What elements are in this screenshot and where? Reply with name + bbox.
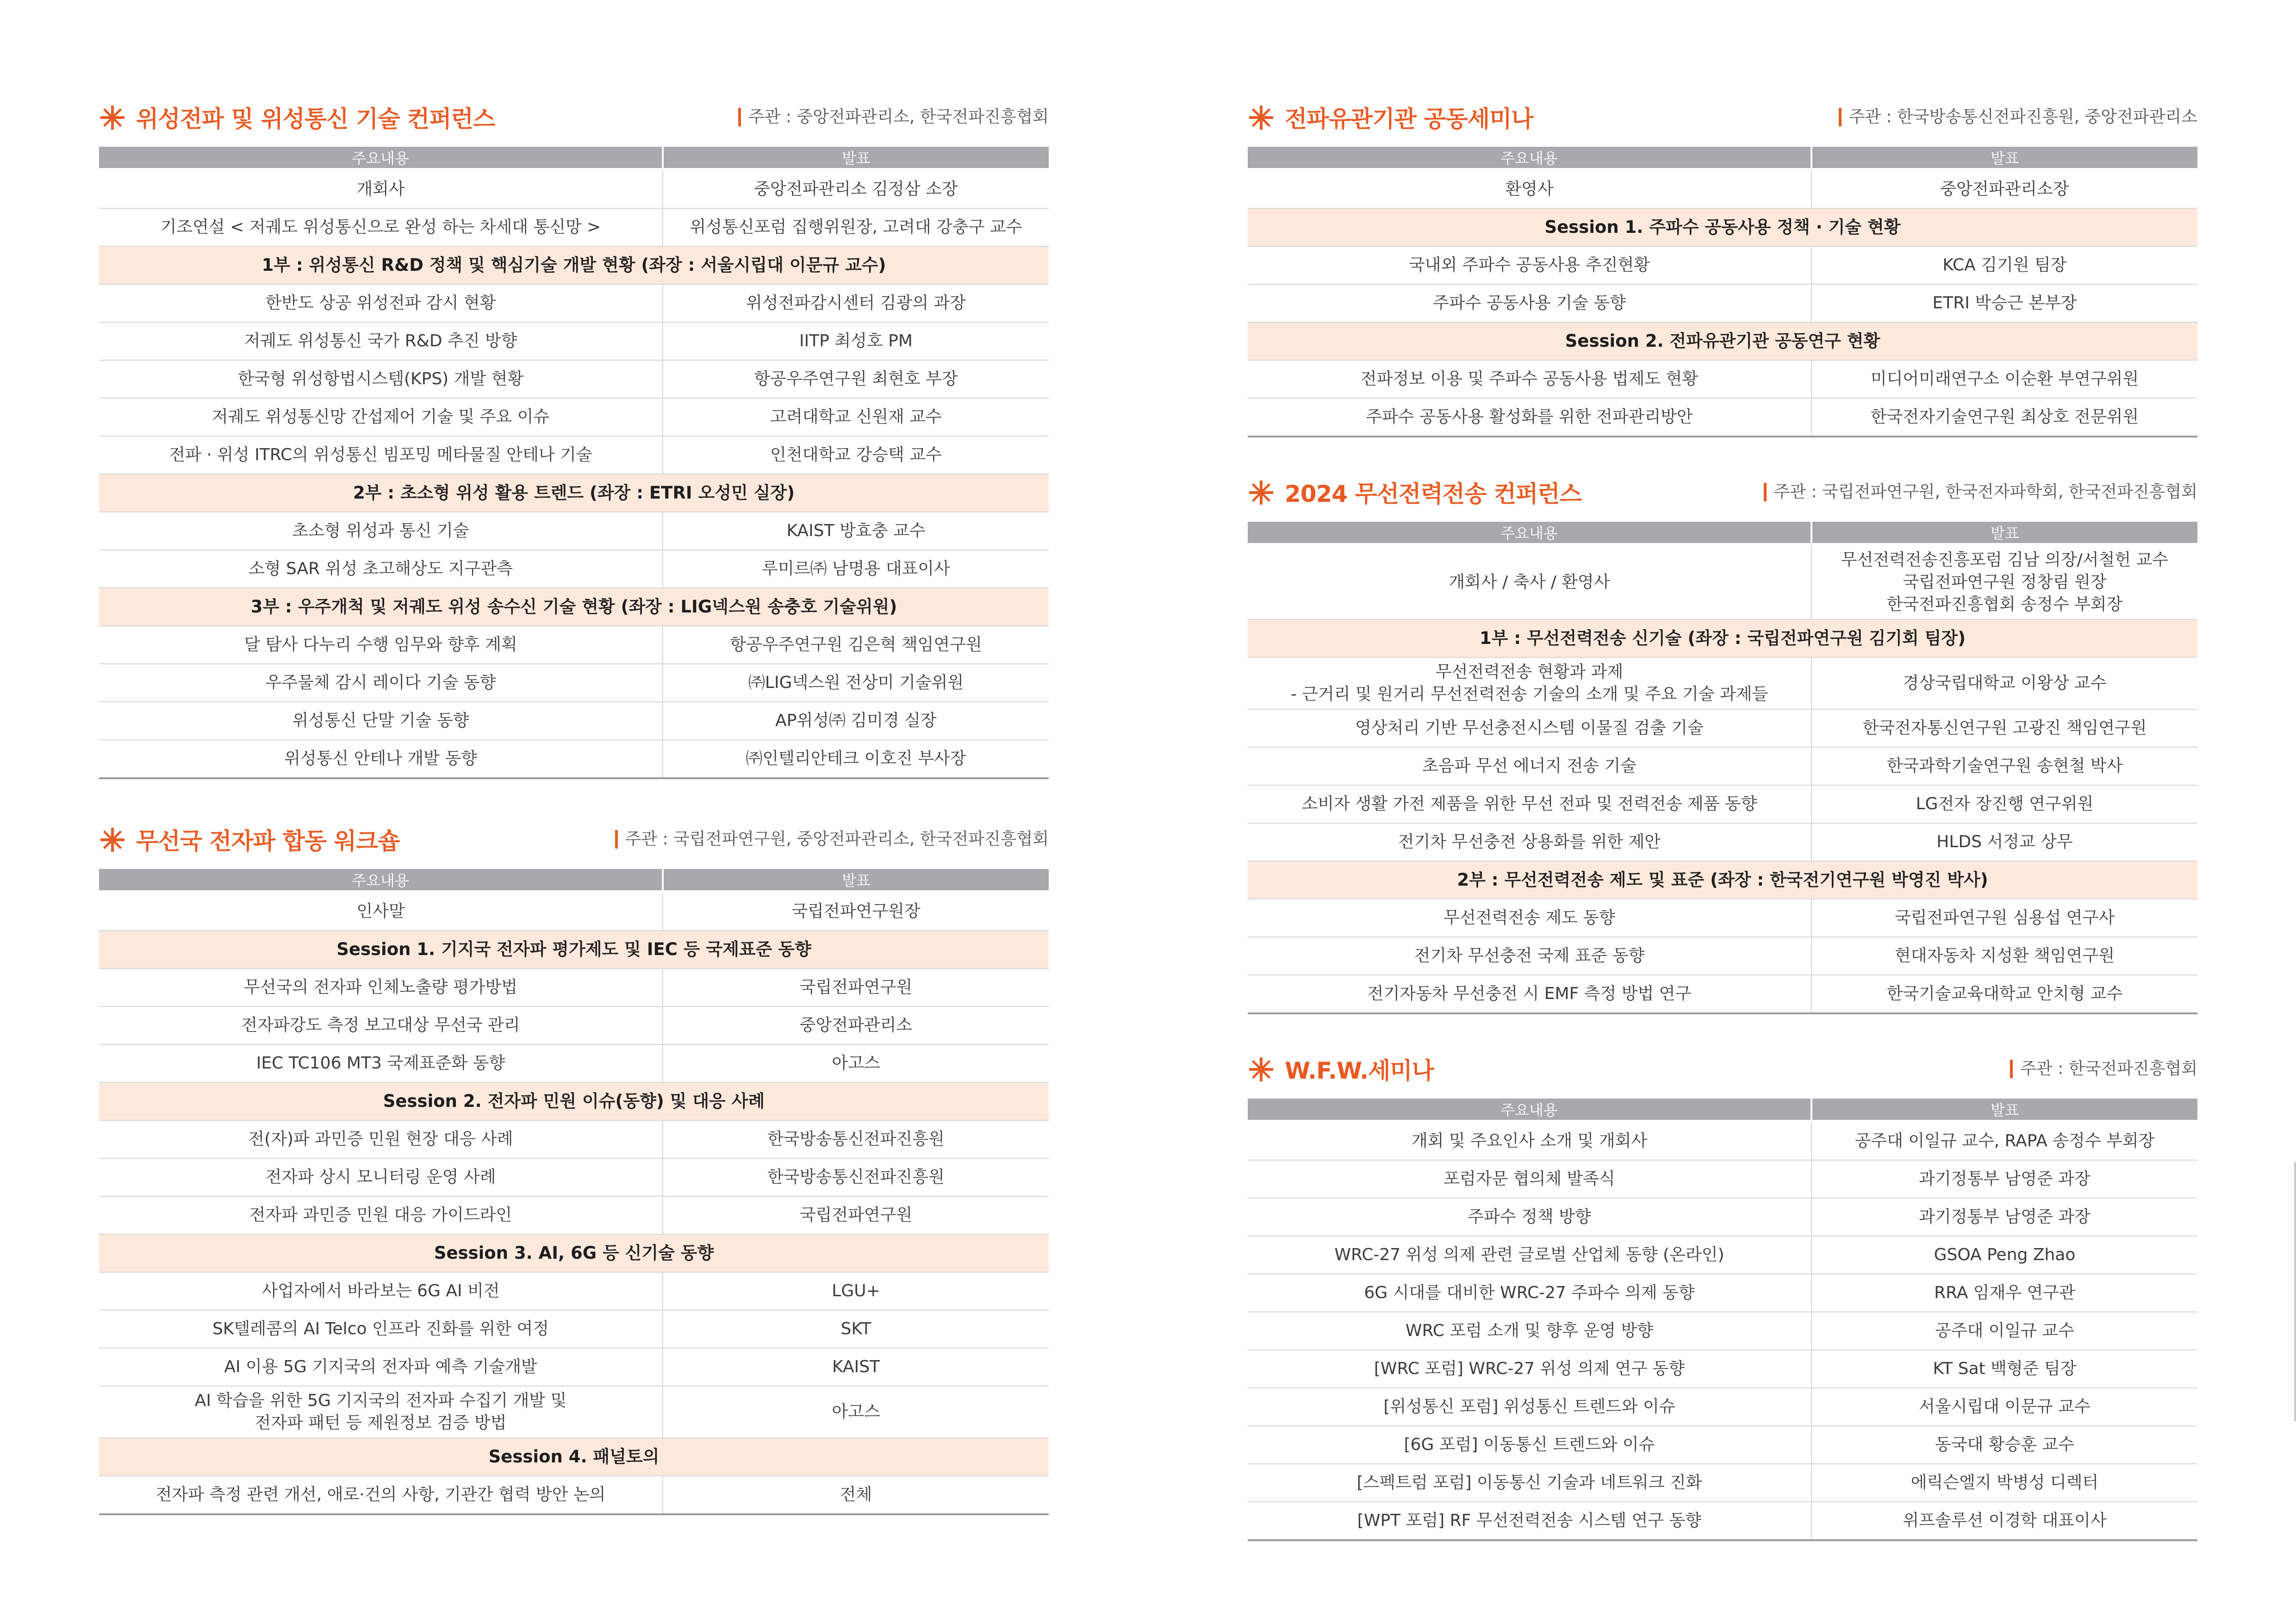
presenter: 중앙전파관리소 김정삼 소장 — [663, 169, 1049, 208]
agenda-item: 저궤도 위성통신 국가 R&D 추진 방향 — [99, 322, 663, 360]
presenter: 한국방송통신전파진흥원 — [663, 1120, 1049, 1158]
schedule-table — [1248, 522, 2197, 1014]
table-row — [1248, 1312, 2197, 1350]
table-row — [99, 360, 1049, 398]
presenter: 인천대학교 강승택 교수 — [663, 436, 1049, 474]
agenda-item: 위성통신 안테나 개발 동향 — [99, 740, 663, 778]
session-title: 1부 : 무선전력전송 신기술 (좌장 : 국립전파연구원 김기회 팀장) — [1248, 619, 2197, 657]
agenda-item: 기조연설 < 저궤도 위성통신으로 완성 하는 차세대 통신망 > — [99, 208, 663, 246]
asterisk-icon — [1248, 1056, 1275, 1083]
presenter: 한국기술교육대학교 안치형 교수 — [1811, 975, 2197, 1013]
presenter: 위성전파감시센터 김광의 과장 — [663, 284, 1049, 322]
table-row — [99, 1196, 1049, 1234]
table-row — [99, 1158, 1049, 1196]
agenda-item: IEC TC106 MT3 국제표준화 동향 — [99, 1044, 663, 1082]
agenda-item: 우주물체 감시 레이다 기술 동향 — [99, 664, 663, 702]
agenda-item: 인사말 — [99, 892, 663, 931]
presenter: 아고스 — [663, 1386, 1049, 1438]
presenter: 한국방송통신전파진흥원 — [663, 1158, 1049, 1196]
session-row — [99, 931, 1049, 968]
agenda-item: 무선국의 전자파 인체노출량 평가방법 — [99, 968, 663, 1006]
column-header-presenter: 발표 — [1811, 522, 2197, 544]
column-header-presenter: 발표 — [663, 147, 1049, 169]
section-header — [1248, 475, 2197, 512]
agenda-item: 주파수 정책 방향 — [1248, 1198, 1811, 1236]
table-header-row — [99, 147, 1049, 169]
presenter: KAIST — [663, 1348, 1049, 1386]
presenter: 미디어미래연구소 이순환 부연구위원 — [1811, 360, 2197, 398]
column-header-content: 주요내용 — [99, 147, 663, 169]
session-title: Session 4. 패널토의 — [99, 1438, 1049, 1476]
presenter: 공주대 이일규 교수, RAPA 송정수 부회장 — [1811, 1121, 2197, 1160]
table-row — [1248, 1502, 2197, 1540]
schedule-table — [99, 869, 1049, 1515]
presenter: 위프솔루션 이경학 대표이사 — [1811, 1502, 2197, 1540]
presenter-line: 무선전력전송진흥포럼 김남 의장/서철헌 교수 — [1841, 550, 2169, 569]
session-row — [1248, 861, 2197, 899]
table-row — [1248, 1350, 2197, 1388]
agenda-item-line: 전자파 패턴 등 제원정보 검증 방법 — [255, 1413, 507, 1432]
section-organizer: 주관 : 국립전파연구원, 한국전자파학회, 한국전파진흥협회 — [1764, 483, 2197, 501]
section-header — [99, 822, 1049, 860]
table-row — [99, 398, 1049, 436]
section-radio-seminar — [1248, 100, 2197, 437]
agenda-item: 전파정보 이용 및 주파수 공동사용 법제도 현황 — [1248, 360, 1811, 398]
presenter: 고려대학교 신원재 교수 — [663, 398, 1049, 436]
presenter — [1811, 544, 2197, 619]
section-organizer: 주관 : 국립전파연구원, 중앙전파관리소, 한국전파진흥협회 — [615, 830, 1049, 849]
session-row — [1248, 322, 2197, 360]
agenda-item: 주파수 공동사용 기술 동향 — [1248, 284, 1811, 322]
table-row — [99, 1120, 1049, 1158]
agenda-item: [6G 포럼] 이동통신 트렌드와 이슈 — [1248, 1426, 1811, 1464]
section-title: 전파유관기관 공동세미나 — [1285, 106, 1533, 132]
presenter: IITP 최성호 PM — [663, 322, 1049, 360]
agenda-item: 초음파 무선 에너지 전송 기술 — [1248, 747, 1811, 785]
table-row — [99, 702, 1049, 740]
section-emf-workshop — [99, 822, 1049, 1515]
presenter: 국립전파연구원 심용섭 연구사 — [1811, 899, 2197, 937]
schedule-table — [1248, 147, 2197, 437]
table-row — [99, 740, 1049, 778]
table-row — [1248, 544, 2197, 619]
presenter: KCA 김기원 팀장 — [1811, 246, 2197, 284]
table-row — [99, 1348, 1049, 1386]
table-row — [1248, 657, 2197, 709]
presenter: HLDS 서정교 상무 — [1811, 823, 2197, 861]
presenter: 과기정통부 남영준 과장 — [1811, 1160, 2197, 1198]
presenter: 전체 — [663, 1476, 1049, 1514]
right-column — [1248, 100, 2197, 1541]
table-row — [99, 284, 1049, 322]
table-row — [99, 512, 1049, 550]
presenter: 과기정통부 남영준 과장 — [1811, 1198, 2197, 1236]
agenda-item: SK텔레콤의 AI Telco 인프라 진화를 위한 여정 — [99, 1310, 663, 1348]
agenda-item: 전기자동차 무선충전 시 EMF 측정 방법 연구 — [1248, 975, 1811, 1013]
agenda-item: 환영사 — [1248, 169, 1811, 208]
table-row — [99, 892, 1049, 931]
table-row — [1248, 360, 2197, 398]
session-row — [99, 1082, 1049, 1120]
agenda-item: 전자파 상시 모니터링 운영 사례 — [99, 1158, 663, 1196]
agenda-item: 개회 및 주요인사 소개 및 개회사 — [1248, 1121, 1811, 1160]
agenda-item-line: - 근거리 및 원거리 무선전력전송 기술의 소개 및 주요 기술 과제들 — [1290, 685, 1768, 704]
table-row — [99, 1006, 1049, 1044]
agenda-item: 전자파 측정 관련 개선, 애로·건의 사항, 기관간 협력 방안 논의 — [99, 1476, 663, 1514]
section-satellite-conference — [99, 100, 1049, 779]
table-row — [1248, 1274, 2197, 1312]
agenda-item: [WPT 포럼] RF 무선전력전송 시스템 연구 동향 — [1248, 1502, 1811, 1540]
presenter: 국립전파연구원 — [663, 1196, 1049, 1234]
agenda-item-line: AI 학습을 위한 5G 기지국의 전자파 수집기 개발 및 — [194, 1391, 567, 1410]
session-row — [99, 1234, 1049, 1272]
table-row — [1248, 899, 2197, 937]
table-row — [99, 436, 1049, 474]
presenter: SKT — [663, 1310, 1049, 1348]
schedule-table — [1248, 1099, 2197, 1541]
table-header-row — [1248, 147, 2197, 169]
session-title: Session 2. 전자파 민원 이슈(동향) 및 대응 사례 — [99, 1082, 1049, 1120]
section-organizer: 주관 : 중앙전파관리소, 한국전파진흥협회 — [738, 108, 1049, 126]
agenda-item: 달 탐사 다누리 수행 임무와 향후 계획 — [99, 626, 663, 664]
table-row — [1248, 975, 2197, 1013]
table-header-row — [99, 869, 1049, 892]
column-header-presenter: 발표 — [663, 869, 1049, 892]
schedule-table — [99, 147, 1049, 779]
agenda-item: AI 이용 5G 기지국의 전자파 예측 기술개발 — [99, 1348, 663, 1386]
section-organizer: 주관 : 한국방송통신전파진흥원, 중앙전파관리소 — [1839, 108, 2197, 126]
table-row — [99, 208, 1049, 246]
table-row — [99, 664, 1049, 702]
section-organizer: 주관 : 한국전파진흥협회 — [2010, 1060, 2197, 1078]
presenter: 국립전파연구원 — [663, 968, 1049, 1006]
table-row — [99, 169, 1049, 208]
table-row — [1248, 1426, 2197, 1464]
presenter: 경상국립대학교 이왕상 교수 — [1811, 657, 2197, 709]
agenda-item: 위성통신 단말 기술 동향 — [99, 702, 663, 740]
session-title: Session 3. AI, 6G 등 신기술 동향 — [99, 1234, 1049, 1272]
agenda-item: 포럼자문 협의체 발족식 — [1248, 1160, 1811, 1198]
table-row — [1248, 1121, 2197, 1160]
presenter: 공주대 이일규 교수 — [1811, 1312, 2197, 1350]
presenter: 중앙전파관리소장 — [1811, 169, 2197, 208]
column-header-presenter: 발표 — [1811, 1099, 2197, 1121]
table-row — [99, 968, 1049, 1006]
agenda-item: 영상처리 기반 무선충전시스템 이물질 검출 기술 — [1248, 709, 1811, 747]
presenter: 한국전자통신연구원 고광진 책임연구원 — [1811, 709, 2197, 747]
presenter-line: 한국전파진흥협회 송정수 부회장 — [1886, 595, 2123, 614]
session-row — [1248, 208, 2197, 246]
agenda-item: 한국형 위성항법시스템(KPS) 개발 현황 — [99, 360, 663, 398]
agenda-item: 소형 SAR 위성 초고해상도 지구관측 — [99, 550, 663, 588]
asterisk-icon — [1248, 479, 1275, 506]
agenda-item: 전기차 무선충전 국제 표준 동향 — [1248, 937, 1811, 975]
presenter: ㈜LIG넥스원 전상미 기술위원 — [663, 664, 1049, 702]
table-row — [1248, 747, 2197, 785]
agenda-item: 전자파 과민증 민원 대응 가이드라인 — [99, 1196, 663, 1234]
section-title: 무선국 전자파 합동 워크숍 — [136, 828, 400, 855]
table-row — [1248, 246, 2197, 284]
section-header — [1248, 1051, 2197, 1089]
presenter: 현대자동차 지성환 책임연구원 — [1811, 937, 2197, 975]
presenter: 한국과학기술연구원 송현철 박사 — [1811, 747, 2197, 785]
left-column — [99, 100, 1049, 1515]
presenter: 항공우주연구원 김은혁 책임연구원 — [663, 626, 1049, 664]
table-row — [1248, 1388, 2197, 1426]
session-title: 3부 : 우주개척 및 저궤도 위성 송수신 기술 현황 (좌장 : LIG넥스원 송충호 기술위원) — [99, 588, 1049, 626]
agenda-item: 한반도 상공 위성전파 감시 현황 — [99, 284, 663, 322]
presenter: 아고스 — [663, 1044, 1049, 1082]
table-row — [99, 1044, 1049, 1082]
agenda-item — [1248, 657, 1811, 709]
agenda-item: [WRC 포럼] WRC-27 위성 의제 연구 동향 — [1248, 1350, 1811, 1388]
agenda-item: 주파수 공동사용 활성화를 위한 전파관리방안 — [1248, 398, 1811, 437]
presenter: 위성통신포럼 집행위원장, 고려대 강충구 교수 — [663, 208, 1049, 246]
table-row — [99, 550, 1049, 588]
presenter: LGU+ — [663, 1272, 1049, 1310]
table-header-row — [1248, 1099, 2197, 1121]
agenda-item: 6G 시대를 대비한 WRC-27 주파수 의제 동향 — [1248, 1274, 1811, 1312]
presenter: KAIST 방효충 교수 — [663, 512, 1049, 550]
table-row — [1248, 1236, 2197, 1274]
agenda-item: 국내외 주파수 공동사용 추진현황 — [1248, 246, 1811, 284]
agenda-item: 소비자 생활 가전 제품을 위한 무선 전파 및 전력전송 제품 동향 — [1248, 785, 1811, 823]
presenter: 항공우주연구원 최현호 부장 — [663, 360, 1049, 398]
presenter: 루미르㈜ 남명용 대표이사 — [663, 550, 1049, 588]
session-title: 2부 : 무선전력전송 제도 및 표준 (좌장 : 한국전기연구원 박영진 박사) — [1248, 861, 2197, 899]
asterisk-icon — [1248, 104, 1275, 131]
presenter: GSOA Peng Zhao — [1811, 1236, 2197, 1274]
agenda-item: 무선전력전송 제도 동향 — [1248, 899, 1811, 937]
table-row — [1248, 398, 2197, 437]
column-header-presenter: 발표 — [1811, 147, 2197, 169]
agenda-item-line: 무선전력전송 현황과 과제 — [1435, 662, 1624, 681]
asterisk-icon — [99, 826, 126, 853]
presenter: ETRI 박승근 본부장 — [1811, 284, 2197, 322]
presenter: LG전자 장진행 연구위원 — [1811, 785, 2197, 823]
agenda-item: [스펙트럼 포럼] 이동통신 기술과 네트워크 진화 — [1248, 1464, 1811, 1502]
table-row — [1248, 169, 2197, 208]
presenter: ㈜인텔리안테크 이호진 부사장 — [663, 740, 1049, 778]
presenter: 동국대 황승훈 교수 — [1811, 1426, 2197, 1464]
section-header — [99, 100, 1049, 137]
agenda-item: 개회사 / 축사 / 환영사 — [1248, 544, 1811, 619]
agenda-item: 전자파강도 측정 보고대상 무선국 관리 — [99, 1006, 663, 1044]
table-row — [99, 1310, 1049, 1348]
session-title: Session 1. 주파수 공동사용 정책 · 기술 현황 — [1248, 208, 2197, 246]
section-title: W.F.W.세미나 — [1285, 1057, 1434, 1084]
session-title: Session 2. 전파유관기관 공동연구 현황 — [1248, 322, 2197, 360]
table-row — [99, 1386, 1049, 1438]
session-row — [99, 246, 1049, 284]
table-row — [99, 1272, 1049, 1310]
agenda-item: 초소형 위성과 통신 기술 — [99, 512, 663, 550]
table-row — [1248, 1198, 2197, 1236]
column-header-content: 주요내용 — [1248, 522, 1811, 544]
session-row — [99, 588, 1049, 626]
agenda-item: 사업자에서 바라보는 6G AI 비전 — [99, 1272, 663, 1310]
table-row — [1248, 937, 2197, 975]
session-title: 1부 : 위성통신 R&D 정책 및 핵심기술 개발 현황 (좌장 : 서울시립대 이문규 교수) — [99, 246, 1049, 284]
table-row — [99, 1476, 1049, 1514]
presenter: 중앙전파관리소 — [663, 1006, 1049, 1044]
column-header-content: 주요내용 — [1248, 147, 1811, 169]
asterisk-icon — [99, 104, 126, 131]
agenda-item: 전기차 무선충전 상용화를 위한 제안 — [1248, 823, 1811, 861]
presenter: KT Sat 백형준 팀장 — [1811, 1350, 2197, 1388]
table-row — [1248, 284, 2197, 322]
section-title: 2024 무선전력전송 컨퍼런스 — [1285, 481, 1581, 507]
presenter-line: 국립전파연구원 정창림 원장 — [1903, 573, 2107, 592]
presenter: AP위성㈜ 김미경 실장 — [663, 702, 1049, 740]
page-edge-line — [2294, 1162, 2296, 1421]
agenda-item: WRC 포럼 소개 및 향후 운영 방향 — [1248, 1312, 1811, 1350]
agenda-item: [위성통신 포럼] 위성통신 트렌드와 이슈 — [1248, 1388, 1811, 1426]
agenda-item: 전(자)파 과민증 민원 현장 대응 사례 — [99, 1120, 663, 1158]
table-header-row — [1248, 522, 2197, 544]
column-header-content: 주요내용 — [99, 869, 663, 892]
table-row — [99, 322, 1049, 360]
session-title: Session 1. 기지국 전자파 평가제도 및 IEC 등 국제표준 동향 — [99, 931, 1049, 968]
presenter: 에릭슨엘지 박병성 디렉터 — [1811, 1464, 2197, 1502]
agenda-item: 전파 · 위성 ITRC의 위성통신 빔포밍 메타물질 안테나 기술 — [99, 436, 663, 474]
table-row — [1248, 1464, 2197, 1502]
session-title: 2부 : 초소형 위성 활용 트렌드 (좌장 : ETRI 오성민 실장) — [99, 474, 1049, 512]
agenda-item: WRC-27 위성 의제 관련 글로벌 산업체 동향 (온라인) — [1248, 1236, 1811, 1274]
section-wpt-conference — [1248, 475, 2197, 1014]
table-row — [99, 626, 1049, 664]
table-row — [1248, 709, 2197, 747]
table-row — [1248, 1160, 2197, 1198]
presenter: 한국전자기술연구원 최상호 전문위원 — [1811, 398, 2197, 437]
session-row — [99, 474, 1049, 512]
section-title: 위성전파 및 위성통신 기술 컨퍼런스 — [136, 106, 495, 132]
agenda-item: 개회사 — [99, 169, 663, 208]
session-row — [99, 1438, 1049, 1476]
agenda-item — [99, 1386, 663, 1438]
presenter: RRA 임재우 연구관 — [1811, 1274, 2197, 1312]
presenter: 서울시립대 이문규 교수 — [1811, 1388, 2197, 1426]
table-row — [1248, 785, 2197, 823]
session-row — [1248, 619, 2197, 657]
section-wfw-seminar — [1248, 1051, 2197, 1541]
section-header — [1248, 100, 2197, 137]
agenda-item: 저궤도 위성통신망 간섭제어 기술 및 주요 이슈 — [99, 398, 663, 436]
table-row — [1248, 823, 2197, 861]
presenter: 국립전파연구원장 — [663, 892, 1049, 931]
column-header-content: 주요내용 — [1248, 1099, 1811, 1121]
